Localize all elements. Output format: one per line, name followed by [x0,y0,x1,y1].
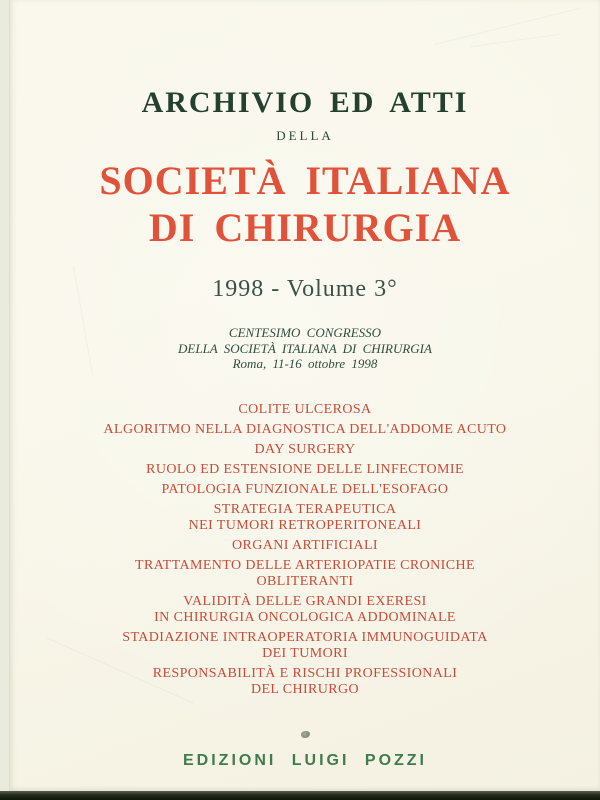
volume-line: 1998 - Volume 3° [212,276,398,302]
topic-item [10,482,600,498]
topic-line: TRATTAMENTO DELLE ARTERIOPATIE CRONICHE [135,557,475,573]
congress-block [10,325,600,372]
publisher-emblem-icon [301,731,310,738]
topic-line: NEI TUMORI RETROPERITONEALI [188,517,422,533]
series-title: ARCHIVIO ED ATTI [141,86,469,119]
topic-item [10,594,600,626]
topic-line: OBLITERANTI [256,573,354,589]
topic-line: PATOLOGIA FUNZIONALE DELL'ESOFAGO [161,481,449,497]
topic-line: DEI TUMORI [262,645,348,661]
topic-line: VALIDITÀ DELLE GRANDI EXERESI [183,593,427,609]
congress-line3: Roma, 11-16 ottobre 1998 [232,356,378,371]
topic-item [10,422,600,438]
topic-item [10,462,600,478]
topic-line: ALGORITMO NELLA DIAGNOSTICA DELL'ADDOME ACUTO [103,421,507,437]
series-connector: DELLA [276,128,334,143]
topic-line: ORGANI ARTIFICIALI [232,537,378,553]
topic-item [10,558,600,590]
topic-line: DAY SURGERY [254,441,356,457]
topic-item [10,402,600,418]
publisher-name: EDIZIONI LUIGI POZZI [183,751,427,769]
topic-line: COLITE ULCEROSA [238,401,372,417]
congress-line1: CENTESIMO CONGRESSO [228,325,382,340]
topics-list [10,402,600,698]
topic-item [10,442,600,458]
book-page-edge [0,791,600,800]
topic-line: RUOLO ED ESTENSIONE DELLE LINFECTOMIE [146,461,464,477]
topic-item [10,666,600,698]
society-title-line2: DI CHIRURGIA [148,205,462,250]
topic-item [10,502,600,534]
society-title [10,157,600,251]
topic-line: STADIAZIONE INTRAOPERATORIA IMMUNOGUIDATA [122,629,488,645]
topic-line: IN CHIRURGIA ONCOLOGICA ADDOMINALE [154,609,456,625]
congress-line2: DELLA SOCIETÀ ITALIANA DI CHIRURGIA [178,340,432,356]
topic-line: DEL CHIRURGO [250,681,360,697]
society-title-line1: SOCIETÀ ITALIANA [99,158,511,203]
book-cover [9,0,600,791]
topic-item [10,630,600,662]
topic-line: STRATEGIA TERAPEUTICA [213,501,397,517]
topic-line: RESPONSABILITÀ E RISCHI PROFESSIONALI [152,665,458,681]
topic-item [10,538,600,554]
